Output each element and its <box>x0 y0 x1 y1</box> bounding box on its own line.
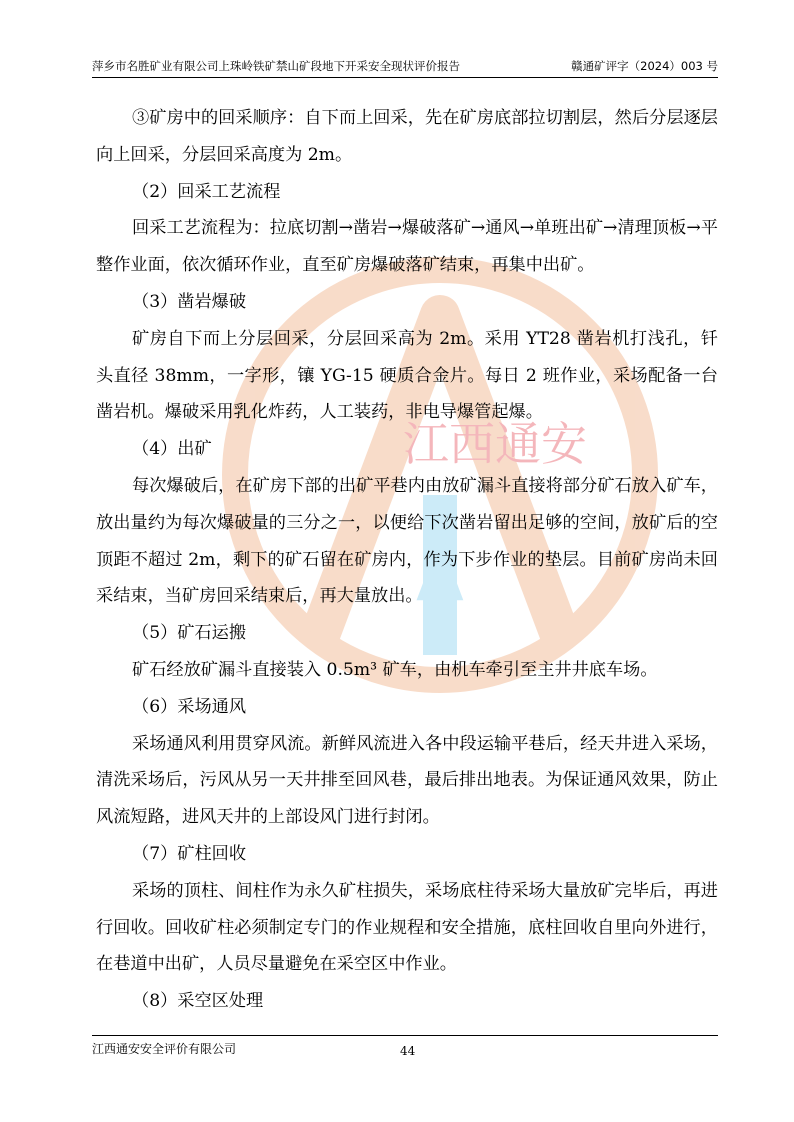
document-body <box>96 100 718 1020</box>
section-heading: （4）出矿 <box>132 439 212 460</box>
paragraph: 矿房自下而上分层回采，分层回采高为 2m。采用 YT28 凿岩机打浅孔，钎头直径 38mm，一字形，镶 YG-15 硬质合金片。每日 2 班作业，采场配备一台凿岩机。爆破采用乳化炸药，人工装药，非电导爆管起爆。 <box>96 328 718 423</box>
paragraph: 采场通风利用贯穿风流。新鲜风流进入各中段运输平巷后，经天井进入采场，清洗采场后，污风从另一天井排至回风巷，最后排出地表。为保证通风效果，防止风流短路，进风天井的上部设风门进行封闭。 <box>96 733 718 828</box>
paragraph: ③矿房中的回采顺序：自下而上回采，先在矿房底部拉切割层，然后分层逐层向上回采，分层回采高度为 2m。 <box>96 108 718 165</box>
footer-company: 江西通安安全评价有限公司 <box>92 1042 237 1056</box>
page-header <box>92 55 718 78</box>
paragraph: 回采工艺流程为：拉底切割→凿岩→爆破落矿→通风→单班出矿→清理顶板→平整作业面，依次循环作业，直至矿房爆破落矿结束，再集中出矿。 <box>96 218 718 276</box>
page-footer <box>92 1035 718 1062</box>
page-number: 44 <box>400 1044 416 1058</box>
document-number: 赣通矿评字（2024）003 号 <box>571 59 718 73</box>
svg-text:A: A <box>416 535 464 617</box>
section-heading: （3）凿岩爆破 <box>132 291 247 312</box>
section-heading: （6）采场通风 <box>132 696 247 717</box>
svg-text:江西通安: 江西通安 <box>403 417 587 471</box>
section-heading: （7）矿柱回收 <box>132 843 247 864</box>
section-heading: （2）回采工艺流程 <box>132 181 281 202</box>
paragraph: 每次爆破后，在矿房下部的出矿平巷内由放矿漏斗直接将部分矿石放入矿车，放出量约为每次爆破量的三分之一，以便给下次凿岩留出足够的空间，放矿后的空顶距不超过 2m，剩下的矿石留在矿房内，作为下步作业的垫层。目前矿房尚未回采结束，当矿房回采结束后，再大量放出。 <box>96 475 718 607</box>
paragraph: 采场的顶柱、间柱作为永久矿柱损失，采场底柱待采场大量放矿完毕后，再进行回收。回收矿柱必须制定专门的作业规程和安全措施，底柱回收自里向外进行，在巷道中出矿，人员尽量避免在采空区中作业。 <box>96 880 718 975</box>
section-heading: （8）采空区处理 <box>132 991 264 1012</box>
section-heading: （5）矿石运搬 <box>132 623 247 644</box>
paragraph: 矿石经放矿漏斗直接装入 0.5m³ 矿车，由机车牵引至主井井底车场。 <box>132 659 658 680</box>
report-title: 萍乡市名胜矿业有限公司上珠岭铁矿禁山矿段地下开采安全现状评价报告 <box>92 59 460 73</box>
